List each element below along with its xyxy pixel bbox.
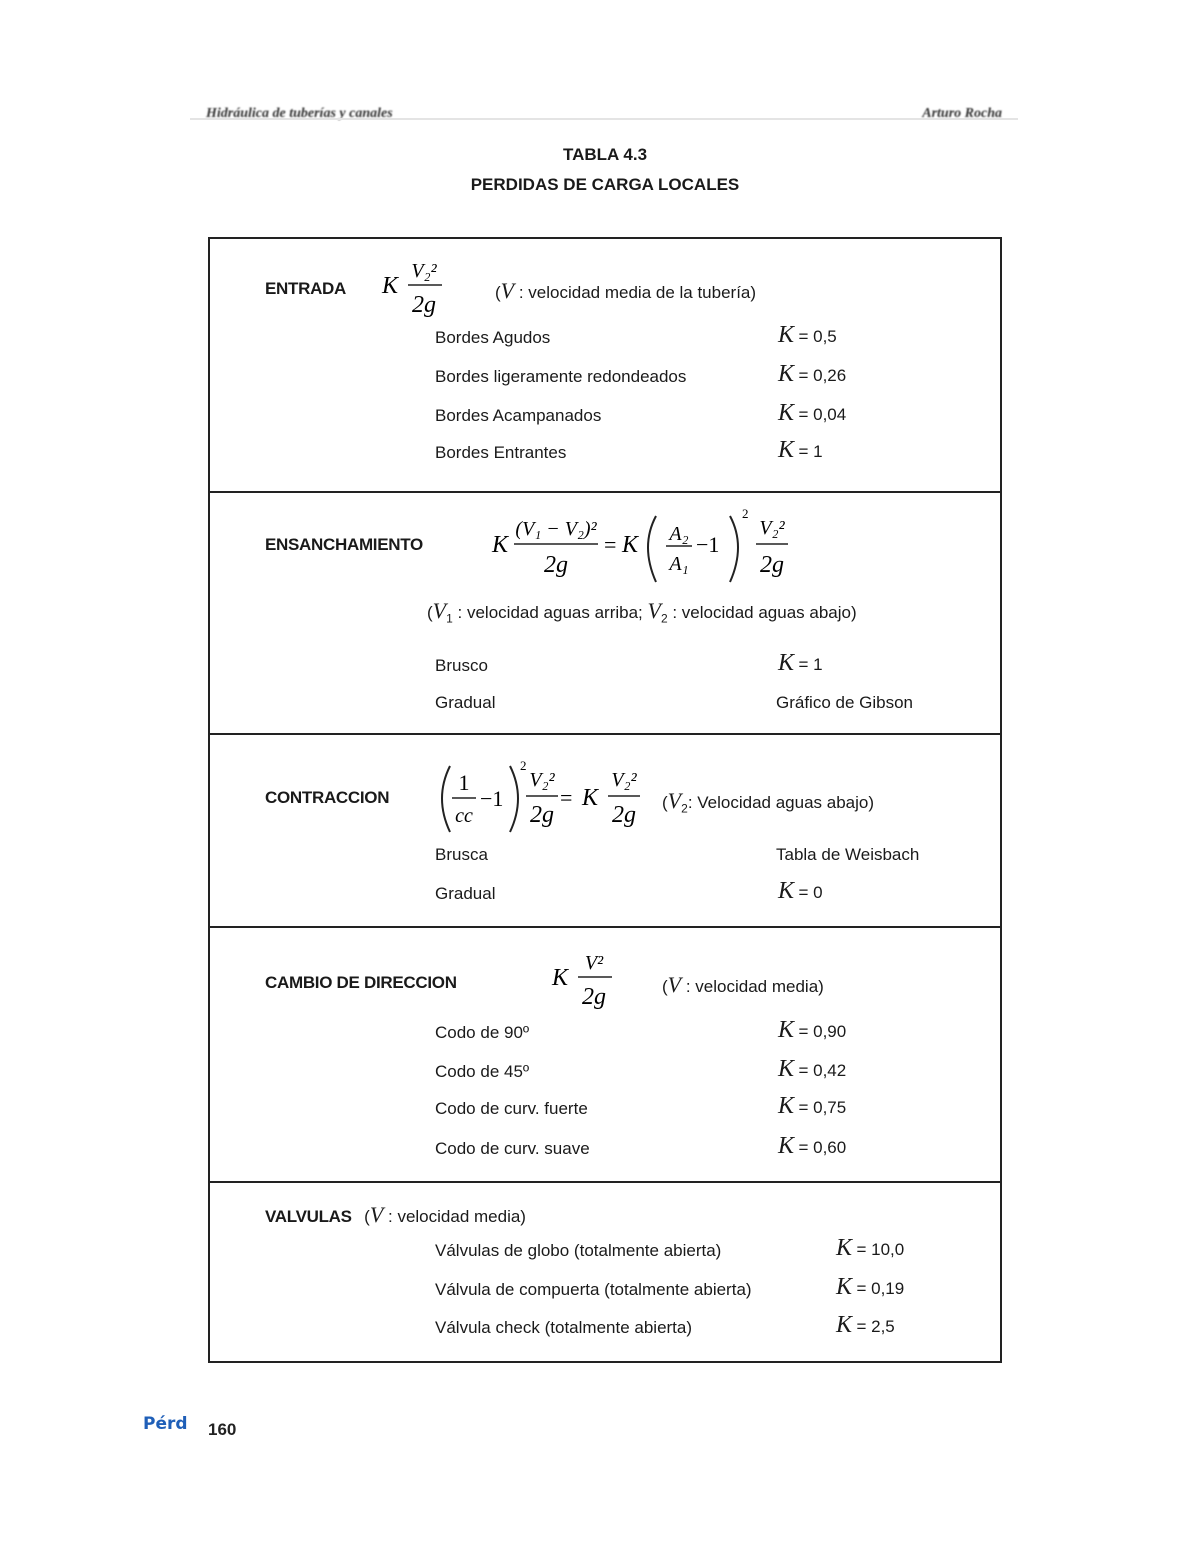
table-label: TABLA 4.3 (562, 145, 648, 164)
cambio-direccion-formula (548, 944, 628, 1014)
note-variable: V (647, 598, 661, 623)
contraccion-heading: CONTRACCION (265, 788, 390, 807)
formula-coef: K (582, 785, 599, 811)
note-variable: V (369, 1202, 384, 1227)
formula-numerator: V₂² (411, 260, 437, 282)
k-value (778, 322, 837, 349)
header-rule (190, 118, 1018, 120)
k-symbol: K (836, 1312, 853, 1338)
k-symbol: K (778, 400, 795, 426)
k-value (778, 400, 846, 427)
k-symbol: K (778, 1133, 795, 1159)
section-divider (208, 491, 1002, 493)
note-subscript: 2 (681, 801, 688, 816)
footer-tab-label[interactable]: Pérd (143, 1414, 188, 1434)
k-value-text: Tabla de Weisbach (776, 845, 920, 864)
formula-denominator: 2g (760, 552, 784, 578)
formula-denominator: 2g (544, 552, 568, 578)
formula-denominator: 2g (612, 802, 636, 828)
list-item-label: Brusco (435, 656, 488, 675)
formula-denominator: 2g (582, 984, 606, 1010)
list-item-label: Codo de 90º (435, 1023, 530, 1042)
minus-one: −1 (696, 532, 720, 557)
note-text: : velocidad media) (383, 1207, 526, 1226)
k-value (778, 650, 823, 677)
contraccion-formula (436, 756, 656, 840)
minus-one: −1 (480, 786, 504, 811)
formula-coef: K (622, 532, 639, 558)
formula-one: 1 (458, 770, 470, 795)
k-symbol: K (836, 1235, 853, 1261)
entrada-note: (V : velocidad media de la tubería) (495, 278, 757, 303)
k-symbol: K (836, 1274, 853, 1300)
left-paren (648, 516, 656, 582)
k-value (778, 1017, 846, 1044)
section-divider (208, 1181, 1002, 1183)
k-symbol: K (778, 1093, 795, 1119)
list-item-label: Bordes Agudos (435, 328, 551, 347)
formula-coef: K (552, 965, 569, 991)
ensanchamiento-note: ($V_1$ : velocidad aguas arriba; $V_2$ : velocidad aguas abajo) (427, 598, 857, 626)
k-symbol: K (778, 322, 795, 348)
entrada-formula (378, 252, 458, 322)
list-item-label: Gradual (435, 693, 496, 712)
k-number: = 0,90 (798, 1022, 847, 1041)
k-number: = 1 (798, 442, 823, 461)
section-divider (208, 733, 1002, 735)
equals-sign: = (604, 532, 617, 557)
list-item-label: Bordes Acampanados (435, 406, 602, 425)
k-number: = 0,26 (798, 366, 847, 385)
list-item-label: Válvulas de globo (totalmente abierta) (435, 1241, 722, 1260)
k-value (836, 1235, 904, 1262)
k-number: = 0,75 (798, 1098, 847, 1117)
section-divider (208, 926, 1002, 928)
formula-denominator: 2g (530, 802, 554, 828)
formula-numerator: V² (584, 952, 604, 974)
valvulas-heading: VALVULAS (265, 1207, 352, 1226)
formula-numerator: V₂² (529, 769, 555, 791)
note-text: : velocidad media) (681, 977, 824, 996)
k-number: = 0 (798, 883, 823, 902)
right-paren (730, 516, 738, 582)
k-symbol: K (778, 1056, 795, 1082)
k-symbol: K (778, 437, 795, 463)
left-paren (442, 766, 450, 832)
note-text: : Velocidad aguas abajo) (687, 793, 875, 812)
list-item-label: Gradual (435, 884, 496, 903)
note-subscript: 2 (660, 611, 668, 626)
k-value-text: Gráfico de Gibson (776, 693, 914, 712)
equals-sign: = (560, 785, 573, 810)
list-item-label: Válvula check (totalmente abierta) (435, 1318, 693, 1337)
k-value (778, 1093, 846, 1120)
ratio-denominator: A₁ (669, 553, 689, 575)
k-value (836, 1274, 904, 1301)
k-value (778, 878, 823, 905)
note-variable: V (667, 972, 682, 997)
note-subscript: 1 (446, 611, 453, 626)
k-number: = 1 (798, 655, 823, 674)
note-variable: V (500, 278, 515, 303)
valvulas-heading-row: VALVULAS (V : velocidad media) (265, 1202, 526, 1227)
k-value (778, 1056, 846, 1083)
k-symbol: K (778, 361, 795, 387)
list-item-label: Codo de 45º (435, 1062, 530, 1081)
k-symbol: K (778, 650, 795, 676)
formula-coef: K (382, 273, 399, 299)
entrada-heading: ENTRADA (265, 279, 347, 298)
running-header-right: Arturo Rocha (922, 106, 1002, 121)
formula-denominator: 2g (412, 292, 436, 318)
list-item-label: Codo de curv. fuerte (435, 1099, 588, 1118)
formula-numerator: (V₁ − V₂)² (515, 518, 597, 540)
list-item-label: Brusca (435, 845, 488, 864)
k-number: = 0,04 (798, 405, 847, 424)
exponent: 2 (742, 506, 749, 521)
k-symbol: K (778, 1017, 795, 1043)
running-header-left: Hidráulica de tuberías y canales (206, 106, 393, 121)
note-text: : velocidad aguas arriba; (452, 603, 648, 622)
formula-cc: cc (455, 805, 473, 827)
formula-numerator: V₂² (611, 769, 637, 791)
cambio-direccion-note: (V : velocidad media) (662, 972, 824, 997)
page-number: 160 (208, 1420, 237, 1439)
note-text: : velocidad aguas abajo) (667, 603, 857, 622)
k-number: = 10,0 (856, 1240, 905, 1259)
cambio-direccion-heading: CAMBIO DE DIRECCION (265, 973, 457, 992)
list-item-label: Bordes ligeramente redondeados (435, 367, 687, 386)
k-number: = 2,5 (856, 1317, 895, 1336)
list-item-label: Válvula de compuerta (totalmente abierta) (435, 1280, 752, 1299)
note-variable: V (667, 788, 682, 813)
formula-coef: K (492, 532, 509, 558)
k-value (778, 361, 846, 388)
k-number: = 0,5 (798, 327, 837, 346)
exponent: 2 (520, 758, 527, 773)
table-title: PERDIDAS DE CARGA LOCALES (470, 175, 740, 194)
note-text: : velocidad media de la tubería) (514, 283, 757, 302)
contraccion-note: ($V_2$: Velocidad aguas abajo) (662, 788, 875, 816)
right-paren (510, 766, 518, 832)
list-item-label: Bordes Entrantes (435, 443, 567, 462)
list-item-label: Codo de curv. suave (435, 1139, 590, 1158)
note-variable: V (432, 598, 447, 623)
k-value (778, 1133, 846, 1160)
k-number: = 0,19 (856, 1279, 905, 1298)
ensanchamiento-formula (490, 504, 800, 588)
k-value (836, 1312, 895, 1339)
k-number: = 0,60 (798, 1138, 847, 1157)
k-number: = 0,42 (798, 1061, 847, 1080)
ratio-numerator: A₂ (669, 523, 689, 545)
formula-numerator: V₂² (759, 517, 785, 539)
k-symbol: K (778, 878, 795, 904)
ensanchamiento-heading: ENSANCHAMIENTO (265, 535, 423, 554)
k-value (778, 437, 823, 464)
